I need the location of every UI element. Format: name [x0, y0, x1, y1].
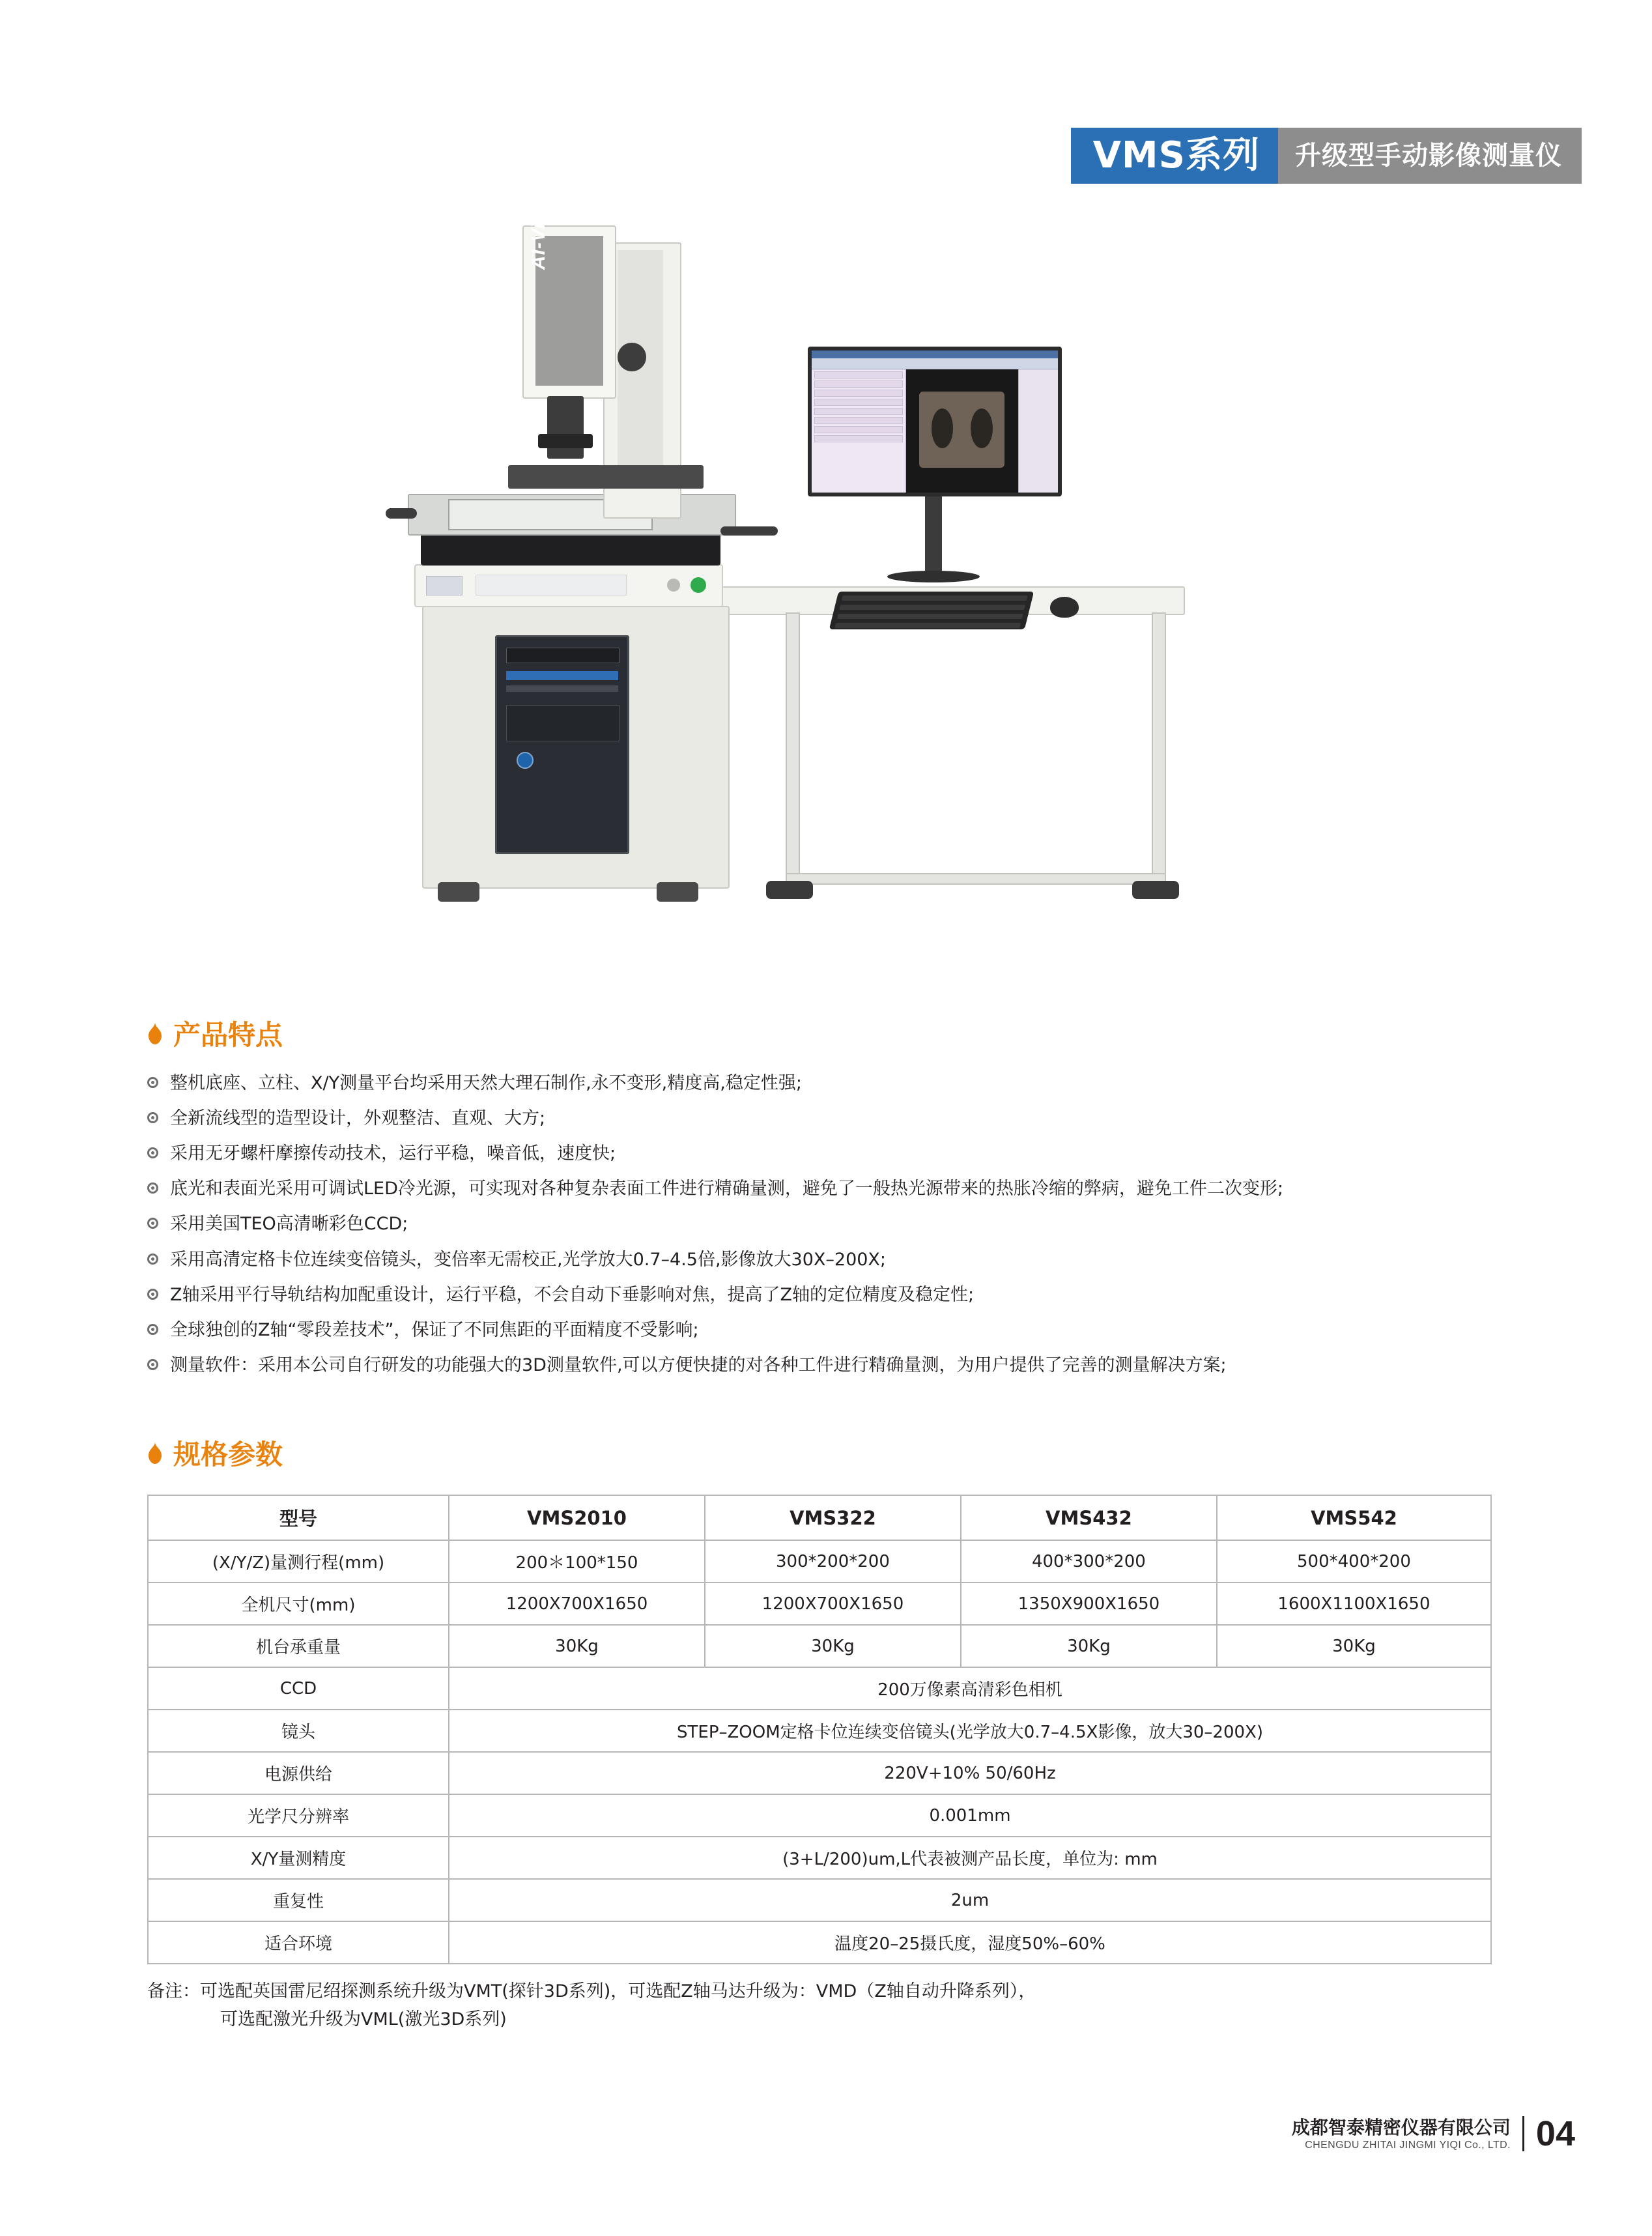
specs-note-line2: 可选配激光升级为VML(激光3D系列)	[220, 2009, 507, 2030]
cell: 1200X700X1650	[449, 1583, 705, 1625]
cell: 1600X1100X1650	[1217, 1583, 1491, 1625]
tower-panel	[506, 705, 620, 741]
feature-text: 全新流线型的造型设计，外观整洁、直观、大方;	[170, 1108, 546, 1129]
features-section	[147, 1014, 1283, 1390]
list-item	[147, 1140, 1283, 1168]
bullet-icon	[147, 1182, 158, 1194]
z-axis-arm	[508, 465, 704, 489]
row-label: CCD	[148, 1667, 449, 1710]
list-item	[147, 1352, 1283, 1379]
control-knob	[667, 579, 680, 592]
list-item	[147, 1211, 1283, 1238]
keyboard-row	[834, 623, 1021, 628]
power-button-icon	[517, 752, 534, 769]
lens-ring	[538, 434, 593, 448]
list-item	[147, 1317, 1283, 1344]
bullet-icon	[147, 1147, 158, 1158]
list-item	[147, 1070, 1283, 1097]
row-label: X/Y量测精度	[148, 1837, 449, 1879]
optical-head	[522, 225, 616, 399]
feature-text: 采用无牙螺杆摩擦传动技术，运行平稳，噪音低，速度快;	[170, 1143, 616, 1164]
cell: 200＊100*150	[449, 1540, 705, 1583]
table-row	[148, 1625, 1491, 1667]
list-item	[147, 1282, 1283, 1309]
software-toolbar	[812, 358, 1058, 369]
cell: STEP–ZOOM定格卡位连续变倍镜头(光学放大0.7–4.5X影像，放大30–200X)	[449, 1710, 1491, 1752]
list-item	[814, 371, 903, 379]
cell: 温度20–25摄氏度，湿度50%–60%	[449, 1921, 1491, 1964]
table-row	[148, 1540, 1491, 1583]
table-row	[148, 1752, 1491, 1794]
bullet-icon	[147, 1254, 158, 1265]
desk-leg-right	[1152, 612, 1166, 889]
software-body	[812, 369, 1058, 493]
computer-tower	[495, 635, 629, 854]
keyboard-row	[837, 614, 1023, 619]
row-label: 全机尺寸(mm)	[148, 1583, 449, 1625]
desk-foot-right	[1132, 881, 1179, 899]
product-photo	[352, 180, 1277, 938]
tower-drive-bay	[506, 648, 620, 663]
brand-plate	[426, 576, 463, 595]
cell: 30Kg	[961, 1625, 1217, 1667]
list-item	[147, 1105, 1283, 1132]
machine-brand-label: AI-Vision	[528, 180, 549, 270]
table-row	[148, 1879, 1491, 1921]
stage-handle-right	[720, 526, 778, 536]
specs-heading	[147, 1433, 1492, 1472]
software-titlebar	[812, 351, 1058, 358]
row-label: (X/Y/Z)量测行程(mm)	[148, 1540, 449, 1583]
desk-brace	[786, 873, 1166, 885]
row-label: 重复性	[148, 1879, 449, 1921]
specifications-section	[147, 1433, 1492, 2033]
desk-foot-left	[766, 881, 813, 899]
table-row	[148, 1794, 1491, 1837]
list-item	[147, 1175, 1283, 1203]
cell: 1200X700X1650	[705, 1583, 961, 1625]
page-footer	[1292, 2114, 1575, 2154]
monitor-neck	[925, 496, 942, 573]
row-label: 光学尺分辨率	[148, 1794, 449, 1837]
stage-handle-left	[386, 508, 417, 519]
table-row	[148, 1921, 1491, 1964]
optical-head-face	[535, 236, 603, 386]
tower-vent	[506, 685, 618, 692]
cell: 500*400*200	[1217, 1540, 1491, 1583]
table-row	[148, 1667, 1491, 1710]
row-label: 电源供给	[148, 1752, 449, 1794]
list-item	[814, 399, 903, 406]
column-header: VMS542	[1217, 1495, 1491, 1540]
bullet-icon	[147, 1359, 158, 1370]
flame-icon	[147, 1022, 163, 1044]
bullet-icon	[147, 1324, 158, 1335]
software-left-panel	[812, 369, 906, 493]
list-item	[814, 380, 903, 388]
spec-label	[476, 575, 627, 595]
feature-text: Z轴采用平行导轨结构加配重设计，运行平稳，不会自动下垂影响对焦，提高了Z轴的定位精度及稳定性;	[170, 1284, 975, 1305]
cabinet-foot-right	[657, 882, 698, 902]
table-row	[148, 1583, 1491, 1625]
company-name-cn: 成都智泰精密仪器有限公司	[1291, 2116, 1511, 2138]
software-right-panel	[1018, 369, 1058, 493]
bullet-icon	[147, 1218, 158, 1229]
mouse	[1050, 597, 1079, 618]
software-image-view	[906, 369, 1018, 493]
flame-icon	[147, 1442, 163, 1464]
monitor	[808, 347, 1062, 496]
feature-text: 全球独创的Z轴“零段差技术”，保证了不同焦距的平面精度不受影响;	[170, 1319, 699, 1340]
specs-note-line1: 备注：可选配英国雷尼绍探测系统升级为VMT(探针3D系列)，可选配Z轴马达升级为：VMD（Z轴自动升降系列），	[147, 1981, 1036, 2001]
keyboard	[829, 592, 1034, 629]
bullet-icon	[147, 1077, 158, 1088]
row-label: 适合环境	[148, 1921, 449, 1964]
cell: 30Kg	[1217, 1625, 1491, 1667]
header-title-sub: 升级型手动影像测量仪	[1278, 128, 1582, 184]
cell: 300*200*200	[705, 1540, 961, 1583]
list-item	[814, 426, 903, 433]
list-item	[814, 435, 903, 442]
feature-text: 采用高清定格卡位连续变倍镜头，变倍率无需校正,光学放大0.7–4.5倍,影像放大30X–200X;	[170, 1249, 887, 1270]
cabinet-foot-left	[438, 882, 479, 902]
cell: (3+L/200)um,L代表被测产品长度，单位为: mm	[449, 1837, 1491, 1879]
row-label: 机台承重量	[148, 1625, 449, 1667]
feature-list	[147, 1070, 1283, 1379]
table-header-row	[148, 1495, 1491, 1540]
specifications-table	[147, 1495, 1492, 1964]
specs-heading-text: 规格参数	[173, 1439, 283, 1470]
row-label: 镜头	[148, 1710, 449, 1752]
measuring-stage	[408, 494, 736, 536]
cell: 0.001mm	[449, 1794, 1491, 1837]
column-header: VMS322	[705, 1495, 961, 1540]
bullet-icon	[147, 1289, 158, 1300]
sample-workpiece-image	[919, 392, 1004, 468]
header-title-main: VMS系列	[1071, 128, 1278, 184]
company-block	[1292, 2116, 1511, 2152]
cell: 2um	[449, 1879, 1491, 1921]
column-header: 型号	[148, 1495, 449, 1540]
keyboard-row	[842, 595, 1028, 601]
lens-tube	[547, 396, 584, 459]
footer-divider	[1522, 2116, 1524, 2151]
machine-control-panel	[414, 564, 723, 607]
monitor-screen	[812, 351, 1058, 493]
table-row	[148, 1837, 1491, 1879]
feature-text: 测量软件：采用本公司自行研发的功能强大的3D测量软件,可以方便快捷的对各种工件进行精确量测，为用户提供了完善的测量解决方案;	[170, 1354, 1227, 1375]
keyboard-row	[839, 605, 1025, 610]
company-name-en: CHENGDU ZHITAI JINGMI YIQI Co., LTD.	[1305, 2139, 1511, 2151]
cell: 30Kg	[449, 1625, 705, 1667]
feature-text: 整机底座、立柱、X/Y测量平台均采用天然大理石制作,永不变形,精度高,稳定性强;	[170, 1073, 802, 1093]
power-indicator-icon	[691, 577, 706, 593]
cell: 30Kg	[705, 1625, 961, 1667]
specs-note	[147, 1977, 1492, 2033]
list-item	[814, 408, 903, 415]
feature-text: 采用美国TEO高清晰彩色CCD;	[170, 1214, 408, 1235]
features-heading-text: 产品特点	[173, 1019, 283, 1051]
features-heading	[147, 1014, 1283, 1053]
monitor-base	[887, 571, 980, 582]
cell: 400*300*200	[961, 1540, 1217, 1583]
cell: 220V+10% 50/60Hz	[449, 1752, 1491, 1794]
column-header: VMS432	[961, 1495, 1217, 1540]
bullet-icon	[147, 1112, 158, 1123]
tower-accent-strip	[506, 671, 618, 680]
feature-text: 底光和表面光采用可调试LED冷光源，可实现对各种复杂表面工件进行精确量测，避免了一般热光源带来的热胀冷缩的弊病，避免工件二次变形;	[170, 1179, 1283, 1199]
column-header: VMS2010	[449, 1495, 705, 1540]
list-item	[814, 417, 903, 424]
list-item	[147, 1246, 1283, 1274]
header-banner	[1071, 128, 1582, 184]
table-row	[148, 1710, 1491, 1752]
list-item	[814, 390, 903, 397]
focus-knob	[618, 343, 646, 371]
desk-leg-left	[786, 612, 800, 889]
page-number: 04	[1535, 2114, 1575, 2153]
cell: 1350X900X1650	[961, 1583, 1217, 1625]
cell: 200万像素高清彩色相机	[449, 1667, 1491, 1710]
